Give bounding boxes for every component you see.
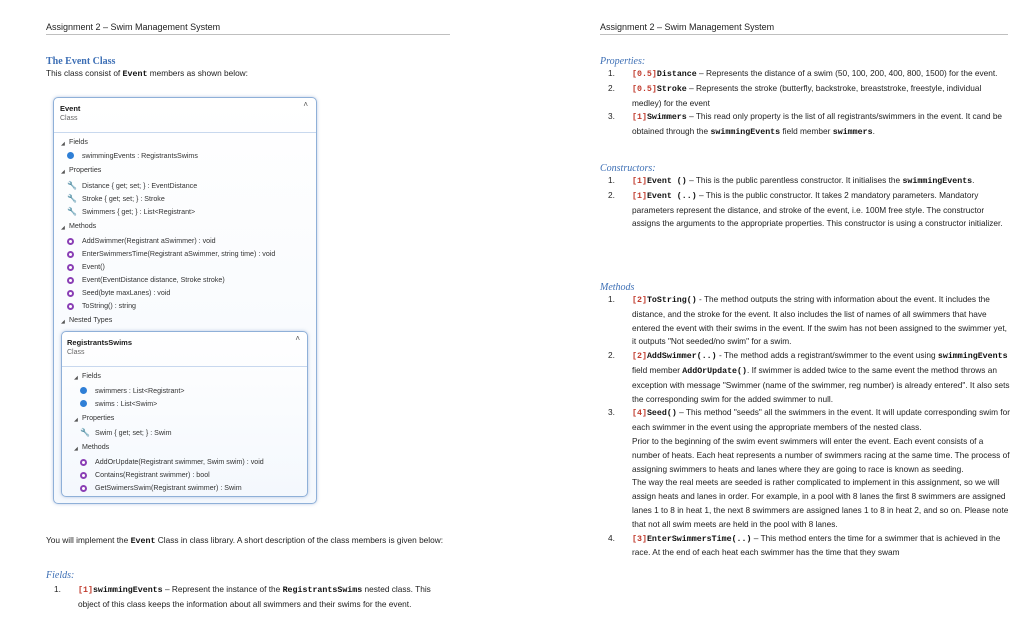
intro-text: This class consist of Event members as shown below: bbox=[46, 68, 248, 79]
group-methods[interactable]: Methods bbox=[69, 222, 97, 230]
nested-class-kind: Class bbox=[67, 349, 85, 356]
wrench-icon: 🔧 bbox=[67, 181, 77, 190]
method-row: ToString() : string bbox=[82, 302, 137, 310]
nested-field-row: swims : List<Swim> bbox=[95, 400, 158, 408]
seed-paragraph: The way the real meets are seeded is rather complicated to implement in this assignment, so we will assign heats and lanes in order. For example, in a pool with 8 lanes the first 8 swimmers are assigned lanes 1 to 8 in heat 1, the next 8 swimmers are assigned lanes 1 to 8 in heat 2, and so on. Please note that not all swim meets are held in the pool with 8 lanes. bbox=[632, 477, 1009, 529]
page-header: Assignment 2 – Swim Management System bbox=[600, 22, 775, 32]
nested-method-row: AddOrUpdate(Registrant swimmer, Swim swim) : void bbox=[95, 458, 264, 466]
nested-group-methods[interactable]: Methods bbox=[82, 443, 110, 451]
list-item: 1. [0.5]Distance – Represents the distance of a swim (50, 100, 200, 400, 800, 1500) for the event. bbox=[608, 68, 998, 79]
constructors-heading: Constructors: bbox=[600, 163, 656, 174]
divider bbox=[62, 366, 307, 367]
expand-triangle-icon[interactable]: ◢ bbox=[74, 417, 78, 423]
implementation-text: You will implement the Event Class in class library. A short description of the class members is given below: bbox=[46, 535, 444, 546]
wrench-icon: 🔧 bbox=[80, 428, 90, 437]
class-diagram-event bbox=[53, 97, 317, 504]
list-item: 4. [3]EnterSwimmersTime(..) – This method enters the time for a swimmer that is achieved in the race. At the end of each heat each swimmer has the time that they swam bbox=[608, 532, 1001, 558]
property-row: Stroke { get; set; } : Stroke bbox=[82, 195, 165, 203]
method-icon bbox=[67, 251, 74, 258]
class-diagram-registrantsswims bbox=[61, 331, 308, 497]
property-row: Swimmers { get; } : List<Registrant> bbox=[82, 208, 196, 216]
method-row: AddSwimmer(Registrant aSwimmer) : void bbox=[82, 237, 216, 245]
field-icon bbox=[80, 400, 87, 407]
class-kind: Class bbox=[60, 115, 78, 122]
property-row: Distance { get; set; } : EventDistance bbox=[82, 182, 198, 190]
collapse-chevron-icon[interactable]: ˄ bbox=[295, 334, 300, 343]
seed-paragraph: Prior to the beginning of the swim event swimmers will enter the event. Each event consists of a number of heats. Each heat represents a number of swimmers racing at the same time. The process of assigning swimmers to heats and lanes where they are going to race is known as seeding. bbox=[632, 435, 1010, 474]
nested-class-name: RegistrantsSwims bbox=[67, 338, 133, 347]
list-item: 2. [0.5]Stroke – Represents the stroke (butterfly, backstroke, breaststroke, freestyle, individual medley) for the event bbox=[608, 82, 982, 108]
field-icon bbox=[80, 387, 87, 394]
method-row: EnterSwimmersTime(Registrant aSwimmer, string time) : void bbox=[82, 250, 276, 258]
collapse-chevron-icon[interactable]: ˄ bbox=[303, 100, 308, 109]
nested-field-row: swimmers : List<Registrant> bbox=[95, 387, 185, 395]
method-icon bbox=[80, 459, 87, 466]
methods-heading: Methods bbox=[600, 282, 635, 293]
methods-list bbox=[600, 293, 1012, 560]
divider bbox=[54, 132, 316, 133]
header-rule bbox=[46, 34, 450, 35]
field-icon bbox=[67, 152, 74, 159]
constructors-list bbox=[600, 174, 1012, 231]
expand-triangle-icon[interactable]: ◢ bbox=[61, 141, 65, 147]
group-fields[interactable]: Fields bbox=[69, 138, 88, 146]
method-row: Seed(byte maxLanes) : void bbox=[82, 289, 171, 297]
field-row: swimmingEvents : RegistrantsSwims bbox=[82, 152, 198, 160]
list-item: 1. [1]swimmingEvents – Represent the instance of the RegistrantsSwims nested class. This object of this class keeps the information about all swimmers and their swims for the event. bbox=[54, 584, 431, 609]
nested-group-fields[interactable]: Fields bbox=[82, 372, 101, 380]
expand-triangle-icon[interactable]: ◢ bbox=[61, 225, 65, 231]
page-header: Assignment 2 – Swim Management System bbox=[46, 22, 221, 32]
nested-group-properties[interactable]: Properties bbox=[82, 414, 115, 422]
list-item: 3. [1]Swimmers – This read only property is the list of all registrants/swimmers in the event. It cand be obtained through the swimmingEvents field member swimmers. bbox=[608, 111, 1003, 138]
properties-heading: Properties: bbox=[600, 56, 646, 67]
method-row: Event(EventDistance distance, Stroke stroke) bbox=[82, 276, 225, 284]
group-properties[interactable]: Properties bbox=[69, 166, 102, 174]
left-page bbox=[0, 0, 500, 640]
fields-list bbox=[46, 583, 446, 612]
list-item: 1. [1]Event () – This is the public parentless constructor. It initialises the swimmingEvents. bbox=[608, 175, 975, 186]
method-icon bbox=[67, 277, 74, 284]
group-nested-types[interactable]: Nested Types bbox=[69, 316, 113, 324]
nested-method-row: GetSwimersSwim(Registrant swimmer) : Swim bbox=[95, 484, 242, 492]
fields-heading: Fields: bbox=[46, 570, 75, 581]
method-icon bbox=[67, 303, 74, 310]
wrench-icon: 🔧 bbox=[67, 194, 77, 203]
method-icon bbox=[67, 290, 74, 297]
header-rule bbox=[600, 34, 1008, 35]
class-name: Event bbox=[60, 104, 81, 113]
list-item: 3. [4]Seed() – This method "seeds" all the swimmers in the event. It will update corresponding swim for each swimmer in the event using the appropriate members of the nested class. Prior to the beginning of the swim event swimmers will enter the event. Each event consists of a number of heats. Each heat represents a number of swimmers racing at the same time. The process of assigning swimmers to heats and lanes where they are going to race is known as seeding. The way the real meets are seeded is rather complicated to implement in this assignment, so we will assign heats and lanes in order. For example, in a pool with 8 lanes the first 8 swimmers are assigned lanes 1 to 8 in heat 1, the next 8 swimmers are assigned lanes 1 to 8 in heat 2, and so on. Please note that not all swim meets are held in the pool with 8 lanes. bbox=[600, 406, 1012, 531]
method-icon bbox=[80, 472, 87, 479]
nested-property-row: Swim { get; set; } : Swim bbox=[95, 429, 172, 437]
list-item: 1. [2]ToString() - The method outputs the string with information about the event. It includes the distance, and the stroke for the event. It also includes the list of names of all swimmers that have entered the event with their swims in the event. If the swim has not been assigned to the swimmer yet, it outputs "Not seeded/no swim" for a swim. bbox=[608, 294, 1007, 347]
method-icon bbox=[67, 264, 74, 271]
properties-list bbox=[600, 67, 1012, 140]
expand-triangle-icon[interactable]: ◢ bbox=[61, 319, 65, 325]
method-icon bbox=[67, 238, 74, 245]
wrench-icon: 🔧 bbox=[67, 207, 77, 216]
list-item: 2. [2]AddSwimmer(..) - The method adds a registrant/swimmer to the event using swimmingEvents field member AddOrUpdate(). If swimmer is added twice to the same event the method throws an exception with message "Swimmer (name of the swimmer, reg number) is already entered". It also sets the corresponding swim for the added swimmer to null. bbox=[608, 350, 1010, 404]
list-item: 2. [1]Event (..) – This is the public constructor. It takes 2 mandatory parameters. Mandatory parameters represent the distance, and stroke of the event, i.e. 100M free style. The constructor assigns the arguments to the appropriate properties. This constructor is using a constructor initializer. bbox=[608, 189, 1003, 229]
expand-triangle-icon[interactable]: ◢ bbox=[61, 169, 65, 175]
expand-triangle-icon[interactable]: ◢ bbox=[74, 446, 78, 452]
method-icon bbox=[80, 485, 87, 492]
method-row: Event() bbox=[82, 263, 105, 271]
expand-triangle-icon[interactable]: ◢ bbox=[74, 375, 78, 381]
right-page bbox=[512, 0, 1024, 640]
nested-method-row: Contains(Registrant swimmer) : bool bbox=[95, 471, 210, 479]
section-title: The Event Class bbox=[46, 56, 116, 67]
